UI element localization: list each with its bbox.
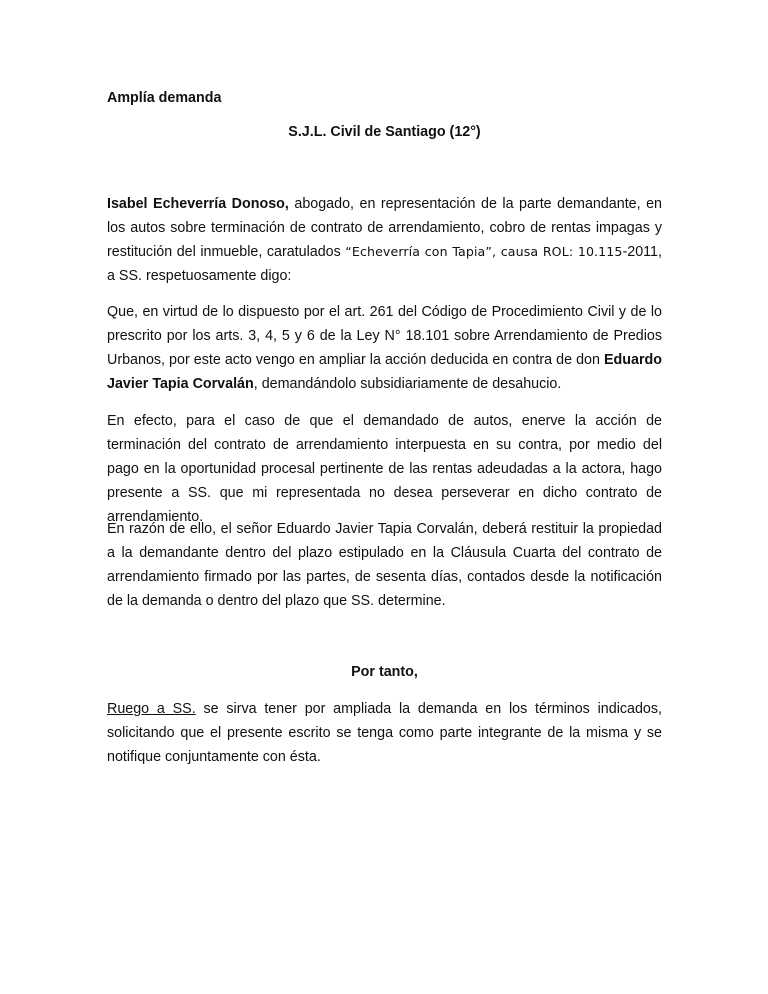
paragraph-legal-basis-text-2: , demandándolo subsidiariamente de desahucio. — [253, 376, 562, 392]
defendant-name: Eduardo Javier Tapia Corvalán — [107, 352, 662, 392]
paragraph-petition-text: se sirva tener por ampliada la demanda en los términos indicados, solicitando que el presente escrito se tenga como parte integrante de la misma y se notifique conjuntamente con ésta. — [107, 701, 662, 765]
closing-heading: Por tanto, — [351, 664, 418, 680]
paragraph-introduction-text-2: -2011, a SS. respetuosamente digo: — [107, 244, 662, 284]
paragraph-effect: En efecto, para el caso de que el demandado de autos, enerve la acción de terminación del contrato de arrendamiento interpuesta en su contra, por medio del pago en la oportunidad procesal pertinente de las rentas adeudadas a la actora, hago presente a SS. que mi representada no desea perseverar en dicho contrato de arrendamiento. — [107, 413, 662, 525]
paragraph-petition — [107, 697, 662, 769]
paragraph-introduction — [107, 192, 662, 288]
paragraph-introduction-text-1: abogado, en representación de la parte demandante, en los autos sobre terminación de contrato de arrendamiento, cobro de rentas impagas y restitución del inmueble, caratulados — [107, 196, 663, 260]
paragraph-legal-basis-text-1: Que, en virtud de lo dispuesto por el art. 261 del Código de Procedimiento Civil y de lo prescrito por los arts. 3, 4, 5 y 6 de la Ley N° 18.101 sobre Arrendamiento de Predios Urbanos, por este acto vengo en ampliar la acción deducida en contra de don — [107, 304, 662, 368]
case-title: “Echeverría con Tapia”, causa ROL: 10.115 — [345, 244, 623, 259]
paragraph-restitution: En razón de ello, el señor Eduardo Javier Tapia Corvalán, deberá restituir la propiedad a la demandante dentro del plazo estipulado en la Cláusula Cuarta del contrato de arrendamiento firmado por las partes, de sesenta días, contados desde la notificación de la demanda o dentro del plazo que SS. determine. — [107, 521, 662, 609]
document-title: Amplía demanda — [107, 90, 222, 106]
paragraph-legal-basis — [107, 300, 662, 396]
court-heading: S.J.L. Civil de Santiago (12°) — [288, 124, 481, 140]
attorney-name: Isabel Echeverría Donoso, — [107, 196, 289, 212]
petition-label: Ruego a SS. — [107, 701, 196, 717]
